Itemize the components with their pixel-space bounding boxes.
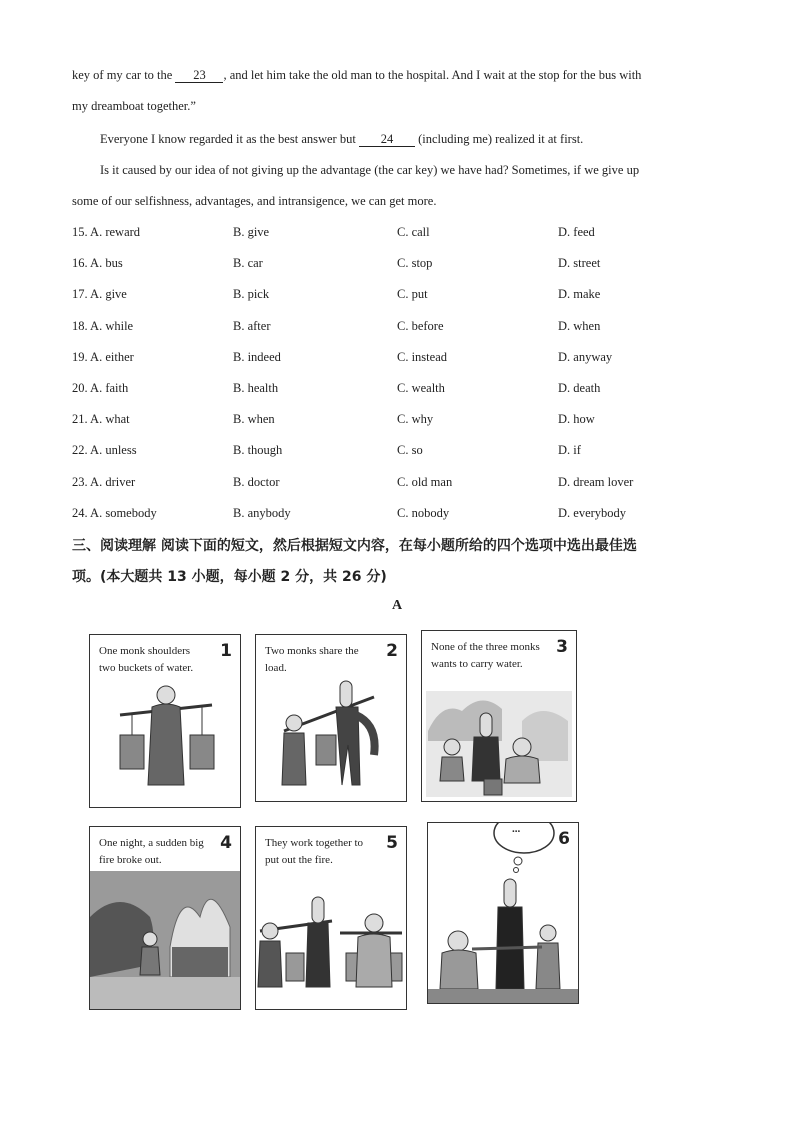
comic-number-5: 5 <box>386 833 398 853</box>
option-row <box>72 404 724 435</box>
comic-illustration-6 <box>428 823 578 1003</box>
passage-text: (including me) realized it at first. <box>414 132 584 146</box>
option-b: B. though <box>233 443 283 458</box>
option-d: D. feed <box>558 225 595 239</box>
option-b: B. give <box>233 225 270 239</box>
comic-panel-2 <box>255 634 407 802</box>
option-row <box>72 279 724 310</box>
option-b: B. when <box>233 412 275 427</box>
passage-line-1 <box>72 60 724 91</box>
option-c: C. wealth <box>397 381 445 395</box>
option-a: 18. A. while <box>72 318 134 333</box>
option-d: D. make <box>558 287 601 302</box>
option-a: 20. A. faith <box>72 381 129 395</box>
option-d: D. dream lover <box>558 474 634 489</box>
option-row <box>72 467 724 498</box>
option-a: 24. A. somebody <box>72 505 157 520</box>
blank-24: 24 <box>359 132 415 147</box>
comic-caption-4: One night, a sudden big fire broke out. <box>99 837 204 866</box>
option-d: D. death <box>558 381 601 395</box>
option-b: B. health <box>233 381 279 395</box>
comic-panel-1 <box>89 634 241 808</box>
option-row <box>72 435 724 466</box>
comic-number-2: 2 <box>386 641 398 661</box>
option-row <box>72 498 724 529</box>
passage-line-2: my dreamboat together.” <box>72 99 196 113</box>
option-a: 17. A. give <box>72 287 127 302</box>
passage-paragraph-3-line-2: some of our selfishness, advantages, and intransigence, we can get more. <box>72 194 437 208</box>
comic-caption-3: None of the three monks wants to carry water. <box>431 641 540 670</box>
option-c: C. nobody <box>397 505 450 520</box>
option-d: D. if <box>558 443 581 458</box>
comic-panel-6 <box>427 822 579 1004</box>
option-a: 15. A. reward <box>72 225 141 239</box>
passage-paragraph-3-line-1: Is it caused by our idea of not giving up the advantage (the car key) we have had? Sometimes, if we give up <box>100 163 640 177</box>
section-heading: 三、阅读理解 阅读下面的短文，然后根据短文内容，在每小题所给的四个选项中选出最佳选 <box>72 538 637 554</box>
option-a: 23. A. driver <box>72 474 136 489</box>
option-b: B. indeed <box>233 349 281 364</box>
option-row <box>72 248 724 279</box>
option-c: C. instead <box>397 349 447 364</box>
option-a: 22. A. unless <box>72 443 137 458</box>
comic-number-3: 3 <box>556 637 568 657</box>
option-c: C. so <box>397 443 423 458</box>
option-b: B. car <box>233 256 263 271</box>
option-a: 16. A. bus <box>72 256 123 271</box>
comic-panel-5 <box>255 826 407 1010</box>
option-a: 19. A. either <box>72 349 134 364</box>
passage-paragraph-2 <box>100 124 724 155</box>
option-b: B. pick <box>233 287 270 302</box>
passage-text: key of my car to the <box>72 68 176 82</box>
option-row <box>72 342 724 373</box>
option-row <box>72 373 724 404</box>
option-c: C. put <box>397 287 428 302</box>
option-a: 21. A. what <box>72 412 130 427</box>
blank-23: 23 <box>175 68 223 83</box>
comic-number-1: 1 <box>220 641 232 661</box>
comic-number-6: 6 <box>558 829 570 849</box>
option-d: D. how <box>558 412 595 427</box>
comic-number-4: 4 <box>220 833 232 853</box>
option-d: D. everybody <box>558 505 627 520</box>
option-c: C. call <box>397 225 430 239</box>
option-d: D. anyway <box>558 349 613 364</box>
comic-caption-1: One monk shoulders two buckets of water. <box>99 645 194 674</box>
option-b: B. doctor <box>233 474 280 489</box>
section-heading-line-2: 项。(本大题共 13 小题，每小题 2 分，共 26 分) <box>72 569 387 585</box>
comic-caption-6: ... <box>512 823 521 835</box>
comic-panel-4 <box>89 826 241 1010</box>
passage-text: Everyone I know regarded it as the best answer but <box>100 132 359 146</box>
option-row <box>72 217 724 248</box>
option-c: C. old man <box>397 474 453 489</box>
comic-panel-3 <box>421 630 577 802</box>
comic-caption-2: Two monks share the load. <box>265 645 359 674</box>
comic-caption-5: They work together to put out the fire. <box>265 837 364 866</box>
option-c: C. why <box>397 412 434 427</box>
option-d: D. when <box>558 318 601 333</box>
option-b: B. after <box>233 318 271 333</box>
option-row <box>72 311 724 342</box>
option-c: C. stop <box>397 256 433 271</box>
option-b: B. anybody <box>233 505 291 520</box>
passage-text: , and let him take the old man to the hospital. And I wait at the stop for the bus with <box>223 68 642 82</box>
option-c: C. before <box>397 318 444 333</box>
passage-letter: A <box>391 598 403 613</box>
option-d: D. street <box>558 256 601 271</box>
